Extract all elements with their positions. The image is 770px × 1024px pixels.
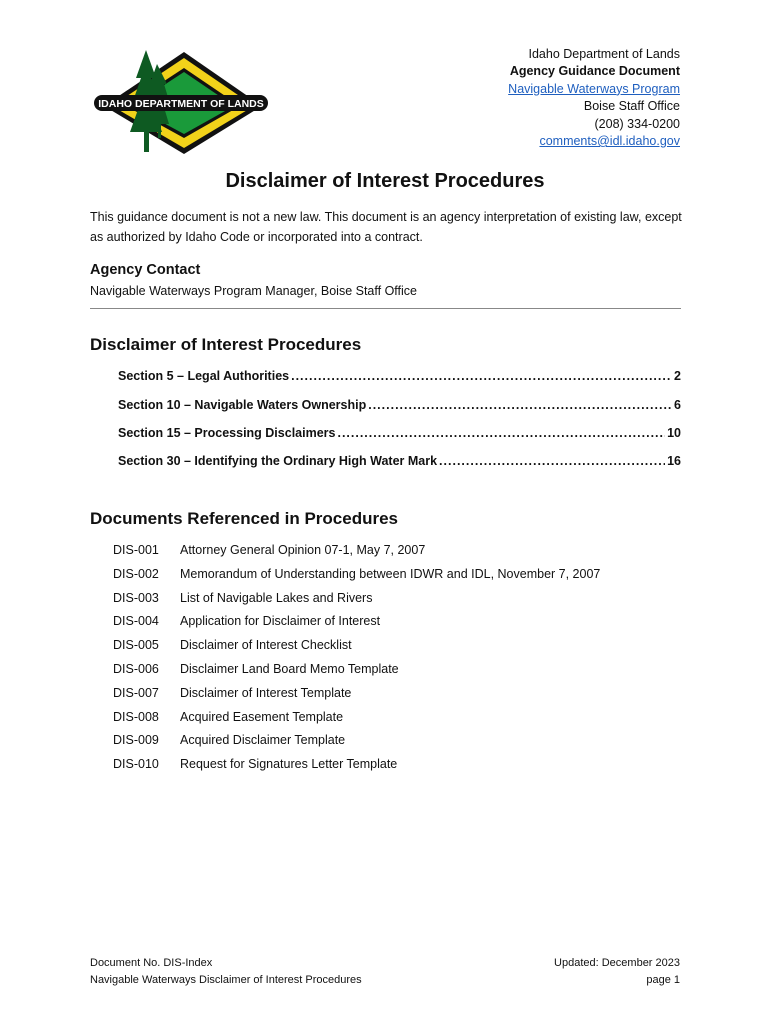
email-link[interactable]: comments@idl.idaho.gov [539,134,680,149]
toc-entry-page: 16 [667,454,681,468]
footer-updated: Updated: December 2023 [554,957,680,969]
document-title: Request for Signatures Letter Template [180,757,398,771]
toc-entry-label: Section 30 – Identifying the Ordinary High Water Mark [118,454,438,468]
document-row [113,614,380,628]
document-code: DIS-002 [113,567,159,581]
footer-doc-number: Document No. DIS-Index [90,957,213,969]
document-row [113,543,425,557]
document-code: DIS-003 [113,591,159,605]
footer-right [554,955,680,989]
document-row [113,710,343,724]
toc-entry-page: 10 [667,426,681,440]
office: Boise Staff Office [583,99,680,114]
document-row [113,686,351,700]
document-title: Disclaimer of Interest Template [180,686,352,700]
toc-entry[interactable] [118,398,681,412]
document-title: Disclaimer Land Board Memo Template [180,662,399,676]
document-row [113,638,352,652]
document-code: DIS-007 [113,686,159,700]
toc-entry[interactable] [118,454,681,468]
document-row [113,567,600,581]
toc-heading: Disclaimer of Interest Procedures [90,335,362,354]
document-row [113,591,372,605]
disclaimer-text: This guidance document is not a new law. This document is an agency interpretation of existing law, except as authorized by Idaho Code or incorporated into a contract. [90,210,682,244]
toc-entry-page: 2 [674,369,681,383]
document-title: Acquired Easement Template [180,710,344,724]
phone: (208) 334-0200 [594,116,680,131]
idaho-department-of-lands-logo [90,48,272,158]
document-code: DIS-008 [113,710,159,724]
divider [90,308,681,309]
program-link[interactable]: Navigable Waterways Program [508,81,680,96]
toc-entry-label: Section 5 – Legal Authorities [118,369,290,383]
document-row [113,733,345,747]
agency-contact-heading: Agency Contact [90,262,201,278]
document-code: DIS-004 [113,614,159,628]
toc-entry-page: 6 [674,398,681,412]
document-title: List of Navigable Lakes and Rivers [180,591,373,605]
document-code: DIS-006 [113,662,159,676]
document-row [113,757,397,771]
document-code: DIS-001 [113,543,159,557]
document-title: Disclaimer of Interest Checklist [180,638,352,652]
document-title: Acquired Disclaimer Template [180,733,346,747]
document-title: Attorney General Opinion 07-1, May 7, 2007 [180,543,426,557]
document-code: DIS-010 [113,757,159,771]
header-info [508,46,680,150]
toc-leader-dots [439,454,665,468]
footer-left [90,955,362,989]
toc-entry-label: Section 15 – Processing Disclaimers [118,426,336,440]
page-title: Disclaimer of Interest Procedures [225,170,545,192]
document-code: DIS-005 [113,638,159,652]
svg-text:IDAHO DEPARTMENT OF LANDS: IDAHO DEPARTMENT OF LANDS [98,98,264,110]
toc-leader-dots [368,398,672,412]
document-row [113,662,399,676]
toc-entry[interactable] [118,369,681,383]
documents-heading: Documents Referenced in Procedures [90,509,398,528]
doc-type: Agency Guidance Document [509,64,680,79]
footer-page-number: page 1 [646,974,680,986]
document-title: Application for Disclaimer of Interest [180,614,381,628]
toc-entry-label: Section 10 – Navigable Waters Ownership [118,398,367,412]
footer-doc-name: Navigable Waterways Disclaimer of Interest Procedures [90,974,362,986]
document-title: Memorandum of Understanding between IDWR and IDL, November 7, 2007 [180,567,601,581]
toc-leader-dots [291,369,672,383]
org-name: Idaho Department of Lands [528,47,680,61]
agency-contact-text: Navigable Waterways Program Manager, Boise Staff Office [90,284,418,298]
toc-entry[interactable] [118,426,681,440]
toc-leader-dots [337,426,665,440]
document-code: DIS-009 [113,733,159,747]
